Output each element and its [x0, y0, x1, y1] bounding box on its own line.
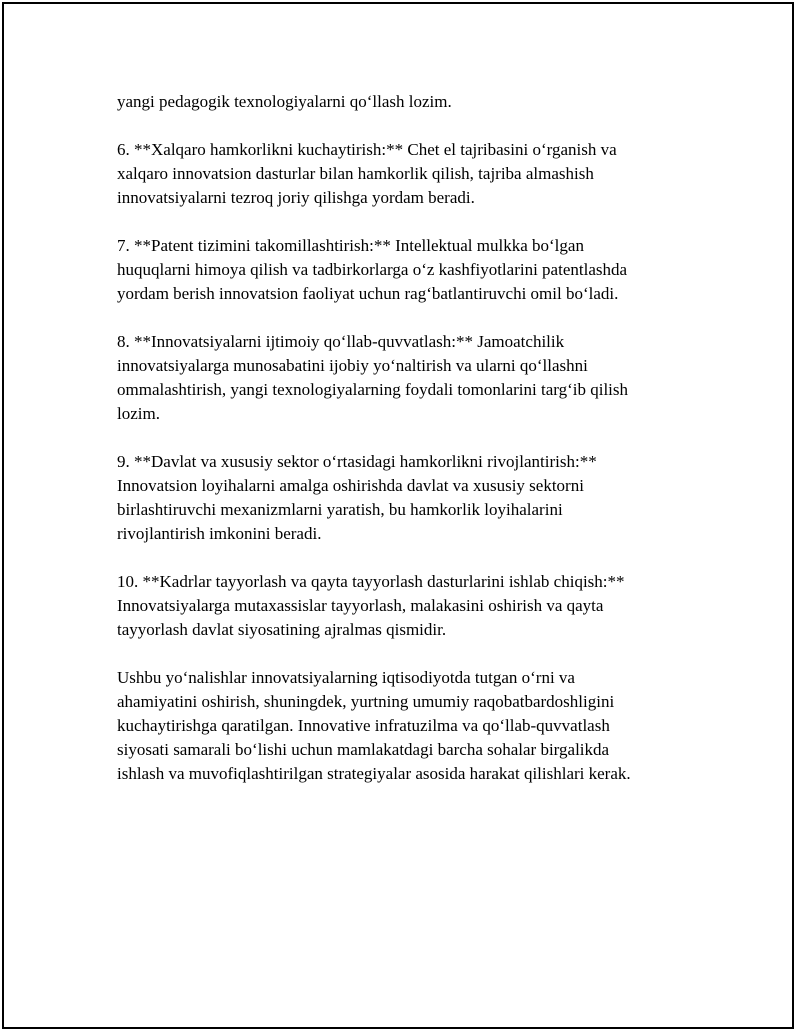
- text-line: lozim.: [117, 404, 160, 423]
- text-line: innovatsiyalarni tezroq joriy qilishga yordam beradi.: [117, 188, 475, 207]
- text-line: huquqlarni himoya qilish va tadbirkorlarga o‘z kashfiyotlarini patentlashda: [117, 260, 628, 279]
- text-line: Innovatsion loyihalarni amalga oshirishda davlat va xususiy sektorni: [117, 476, 584, 495]
- paragraph-item-8: [117, 330, 687, 426]
- document-body: [117, 90, 687, 786]
- text-line: yordam berish innovatsion faoliyat uchun rag‘batlantiruvchi omil bo‘ladi.: [117, 284, 619, 303]
- paragraph-item-10: [117, 570, 687, 642]
- text-line: ahamiyatini oshirish, shuningdek, yurtning umumiy raqobatbardoshligini: [117, 692, 615, 711]
- text-line: tayyorlash davlat siyosatining ajralmas qismidir.: [117, 620, 447, 639]
- text-line: rivojlantirish imkonini beradi.: [117, 524, 322, 543]
- text-line: ommalashtirish, yangi texnologiyalarning foydali tomonlarini targ‘ib qilish: [117, 380, 629, 399]
- text-line: siyosati samarali bo‘lishi uchun mamlakatdagi barcha sohalar birgalikda: [117, 740, 610, 759]
- text-line: 7. **Patent tizimini takomillashtirish:** Intellektual mulkka bo‘lgan: [117, 236, 584, 255]
- text-line: 6. **Xalqaro hamkorlikni kuchaytirish:** Chet el tajribasini o‘rganish va: [117, 140, 617, 159]
- paragraph-item-7: [117, 234, 687, 306]
- text-line: 10. **Kadrlar tayyorlash va qayta tayyorlash dasturlarini ishlab chiqish:**: [117, 572, 625, 591]
- text-line: yangi pedagogik texnologiyalarni qo‘llash lozim.: [117, 92, 452, 111]
- text-line: Ushbu yo‘nalishlar innovatsiyalarning iqtisodiyotda tutgan o‘rni va: [117, 668, 575, 687]
- text-line: xalqaro innovatsion dasturlar bilan hamkorlik qilish, tajriba almashish: [117, 164, 594, 183]
- text-line: 8. **Innovatsiyalarni ijtimoiy qo‘llab-quvvatlash:** Jamoatchilik: [117, 332, 565, 351]
- paragraph-item-6: [117, 138, 687, 210]
- text-line: innovatsiyalarga munosabatini ijobiy yo‘naltirish va ularni qo‘llashni: [117, 356, 588, 375]
- text-line: ishlash va muvofiqlashtirilgan strategiyalar asosida harakat qilishlari kerak.: [117, 764, 631, 783]
- paragraph-intro-continuation: [117, 90, 687, 114]
- text-line: kuchaytirishga qaratilgan. Innovative infratuzilma va qo‘llab-quvvatlash: [117, 716, 610, 735]
- text-line: birlashtiruvchi mexanizmlarni yaratish, bu hamkorlik loyihalarini: [117, 500, 563, 519]
- text-line: 9. **Davlat va xususiy sektor o‘rtasidagi hamkorlikni rivojlantirish:**: [117, 452, 597, 471]
- paragraph-conclusion: [117, 666, 687, 786]
- paragraph-item-9: [117, 450, 687, 546]
- text-line: Innovatsiyalarga mutaxassislar tayyorlash, malakasini oshirish va qayta: [117, 596, 604, 615]
